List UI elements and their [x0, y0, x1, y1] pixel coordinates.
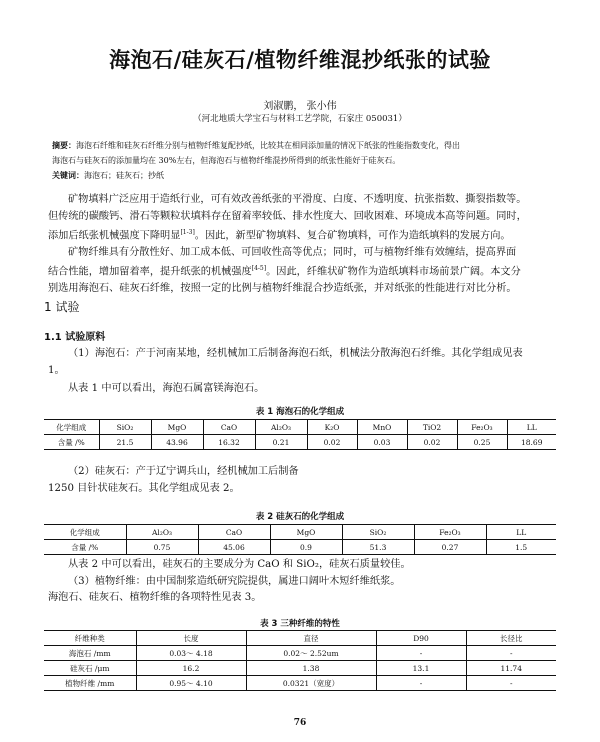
- table-header-cell: Fe₂O₃: [457, 420, 507, 435]
- table-header-cell: SiO₂: [342, 525, 414, 540]
- subsection-heading: 1.1 试验原料: [44, 332, 106, 343]
- table-header-row: [44, 631, 556, 646]
- table-header-cell: D90: [376, 631, 466, 646]
- table2-caption: 表 2 硅灰石的化学组成: [255, 512, 345, 522]
- table-cell: 43.96: [151, 435, 203, 450]
- table-cell: 51.3: [342, 540, 414, 555]
- paragraph-line: 从表 2 中可以看出，硅灰石的主要成分为 CaO 和 SiO₂，硅灰石质量较佳。: [68, 559, 411, 570]
- table-cell: 13.1: [376, 661, 466, 676]
- table-header-cell: MnO: [357, 420, 407, 435]
- table-header-cell: 化学组成: [44, 420, 99, 435]
- table-header-cell: LL: [507, 420, 556, 435]
- table-header-cell: 直径: [246, 631, 376, 646]
- keywords-label: 关键词：: [52, 170, 84, 180]
- table-cell: 16.2: [136, 661, 246, 676]
- table-cell: 植物纤维 /mm: [44, 676, 136, 691]
- table-row: [44, 676, 556, 691]
- table-row: [44, 661, 556, 676]
- table-header-cell: K₂O: [307, 420, 357, 435]
- table-cell: 1.5: [486, 540, 556, 555]
- table-cell: -: [376, 646, 466, 661]
- intro-line: 矿物填料广泛应用于造纸行业，可有效改善纸张的平滑度、白度、不透明度、抗张指数、撕裂指数等。: [68, 194, 527, 205]
- table-cell: 含量 /%: [44, 435, 99, 450]
- table-row: [44, 646, 556, 661]
- table-header-cell: 长度: [136, 631, 246, 646]
- paragraph-line: 1。: [48, 364, 65, 376]
- introduction: [48, 192, 568, 298]
- table-header-cell: 纤维种类: [44, 631, 136, 646]
- intro-line: 矿物纤维具有分散性好、加工成本低、可回收性高等优点；同时，可与植物纤维有效缠结，提高界面: [68, 246, 517, 258]
- table-header-row: [44, 420, 556, 435]
- table-cell: 0.25: [457, 435, 507, 450]
- keywords: 海泡石；硅灰石；抄纸: [84, 171, 164, 180]
- table2: [44, 524, 556, 555]
- table-header-cell: 化学组成: [44, 525, 126, 540]
- page-number: 76: [293, 718, 307, 728]
- abstract-text-1: 海泡石纤维和硅灰石纤维分别与植物纤维复配抄纸，比较其在相同添加量的情况下纸张的性能指数变化，得出: [76, 141, 460, 150]
- table-header-cell: MgO: [151, 420, 203, 435]
- page-title: 海泡石/硅灰石/植物纤维混抄纸张的试验: [109, 48, 491, 72]
- citation: [4-5]: [251, 265, 267, 273]
- table-header-cell: Fe₂O₃: [414, 525, 486, 540]
- paragraph-line: 海泡石、硅灰石、植物纤维的各项特性见表 3。: [48, 592, 262, 603]
- table-header-cell: SiO₂: [99, 420, 151, 435]
- table-cell: 硅灰石 /μm: [44, 661, 136, 676]
- table-cell: 18.69: [507, 435, 556, 450]
- table-header-cell: LL: [486, 525, 556, 540]
- paragraph-line: （1）海泡石：产于河南某地，经机械加工后制备海泡石纸，机械法分散海泡石纤维。其化学组成见表: [68, 348, 523, 359]
- materials-paragraph: [48, 346, 568, 398]
- table-header-cell: 长径比: [466, 631, 556, 646]
- table3: [44, 630, 556, 691]
- table-header-cell: TiO2: [407, 420, 457, 435]
- table-header-cell: CaO: [198, 525, 270, 540]
- table-cell: -: [376, 676, 466, 691]
- authors: 刘淑鹏， 张小伟: [263, 101, 337, 112]
- table1: [44, 419, 556, 450]
- table-cell: 1.38: [246, 661, 376, 676]
- table-cell: 0.02: [407, 435, 457, 450]
- paragraph-line: （3）植物纤维：由中国制浆造纸研究院提供，属进口阔叶木短纤维纸浆。: [68, 575, 401, 587]
- paragraph-line: 1250 目针状硅灰石。其化学组成见表 2。: [48, 482, 240, 494]
- table-cell: 0.02: [307, 435, 357, 450]
- affiliation: （河北地质大学宝石与材料工艺学院，石家庄 050031）: [193, 114, 407, 124]
- paragraph-line: 从表 1 中可以看出，海泡石属富镁海泡石。: [68, 383, 265, 394]
- table-cell: 0.03～ 4.18: [136, 646, 246, 661]
- wollastonite-paragraph: [48, 464, 568, 497]
- intro-line: 添加后纸张机械强度下降明显: [48, 230, 181, 242]
- intro-line: 。因此，新型矿物填料、复合矿物填料，可作为造纸填料的发展方向。: [194, 230, 511, 242]
- intro-line: 但传统的碳酸钙、滑石等颗粒状填料存在留着率较低、排水性度大、回收困难、环境成本高等问题。同时，: [48, 210, 527, 222]
- intro-line: 别选用海泡石、硅灰石纤维，按照一定的比例与植物纤维混合抄造纸张，并对纸张的性能进行对比分析。: [48, 283, 517, 295]
- table-header-cell: Al₂O₃: [255, 420, 307, 435]
- table-cell: 0.9: [270, 540, 342, 555]
- table-cell: 0.03: [357, 435, 407, 450]
- table-cell: 0.21: [255, 435, 307, 450]
- abstract-label: 摘要：: [52, 140, 76, 150]
- table3-caption: 表 3 三种纤维的特性: [260, 619, 340, 629]
- table-cell: -: [466, 676, 556, 691]
- section-heading: 1 试验: [44, 300, 80, 314]
- table-cell: 21.5: [99, 435, 151, 450]
- intro-line: 结合性能，增加留着率，提升纸张的机械强度: [48, 266, 252, 278]
- plant-fiber-paragraph: [48, 557, 568, 607]
- table-cell: 45.06: [198, 540, 270, 555]
- table-cell: -: [466, 646, 556, 661]
- abstract-text-2: 海泡石与硅灰石的添加量均在 30%左右，但海泡石与植物纤维混抄所得到的纸张性能好于硅灰石。: [52, 156, 401, 165]
- table-header-cell: Al₂O₃: [126, 525, 198, 540]
- table-cell: 0.75: [126, 540, 198, 555]
- table-cell: 含量 /%: [44, 540, 126, 555]
- table-cell: 0.02～ 2.52um: [246, 646, 376, 661]
- table-header-cell: MgO: [270, 525, 342, 540]
- intro-line: 。因此，纤维状矿物作为造纸填料市场前景广阔。本文分: [266, 266, 521, 278]
- table-cell: 11.74: [466, 661, 556, 676]
- table-cell: 0.95～ 4.10: [136, 676, 246, 691]
- table-cell: 海泡石 /mm: [44, 646, 136, 661]
- table-row: [44, 435, 556, 450]
- table-cell: 0.0321（宽度）: [246, 676, 376, 691]
- table-cell: 0.27: [414, 540, 486, 555]
- table-row: [44, 540, 556, 555]
- table-header-cell: CaO: [203, 420, 255, 435]
- citation: [1-3]: [180, 229, 195, 236]
- paragraph-line: （2）硅灰石：产于辽宁调兵山，经机械加工后制备: [68, 466, 299, 477]
- table-cell: 16.32: [203, 435, 255, 450]
- abstract: [52, 138, 562, 183]
- table-header-row: [44, 525, 556, 540]
- table1-caption: 表 1 海泡石的化学组成: [255, 407, 345, 417]
